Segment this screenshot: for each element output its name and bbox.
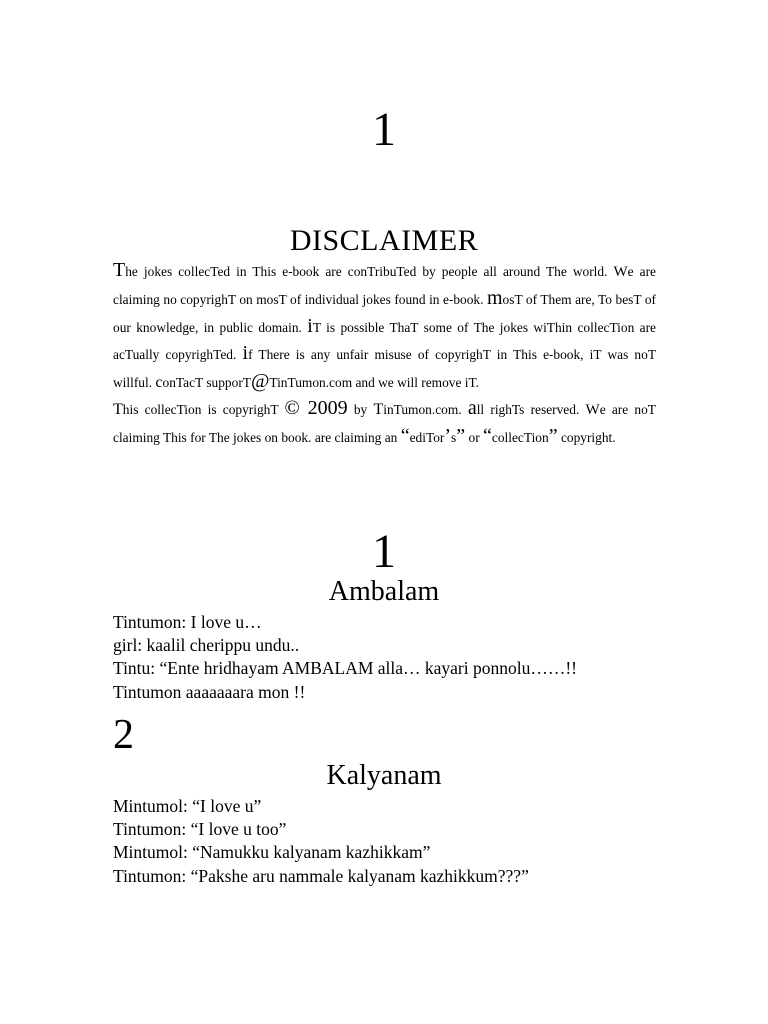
- section-title-ambalam: Ambalam: [328, 576, 440, 607]
- joke-line: Tintu: “Ente hridhayam AMBALAM alla… kayari ponnolu……!!: [113, 658, 578, 679]
- section-number-1: 1: [372, 525, 396, 578]
- joke-line: Tintumon: “I love u too”: [113, 819, 287, 840]
- joke-lines-2: [113, 795, 673, 888]
- disclaimer-paragraph-2: This collecTion is copyrighT © 2009 by TinTumon.com. all righTs reserved. We are noT claiming This for The jokes on book. are claiming an “ediTor’s” or “collecTion” copyright.: [113, 397, 656, 447]
- joke-line: Tintumon: “Pakshe aru nammale kalyanam kazhikkum???”: [113, 865, 529, 886]
- page-number: 1: [372, 103, 396, 156]
- section-number-2: 2: [113, 712, 134, 758]
- disclaimer-paragraph-1: The jokes collecTed in This e-book are conTribuTed by people all around The world. We are claiming no copyrighT on mosT of individual jokes found in e-book. mosT of Them are, To besT of our knowledge, in public domain. iT is possible ThaT some of The jokes wiThin collecTion are acTually copyrighTed. if There is any unfair misuse of copyrighT in This e-book, iT was noT willful. conTacT supporT@TinTumon.com and we will remove iT.: [113, 259, 657, 392]
- joke-line: Tintumon: I love u…: [113, 612, 262, 632]
- joke-line: Mintumol: “Namukku kalyanam kazhikkam”: [113, 842, 431, 863]
- joke-line: Tintumon aaaaaaara mon !!: [113, 681, 306, 702]
- disclaimer-text: [113, 258, 656, 451]
- joke-line: Mintumol: “I love u”: [113, 796, 262, 816]
- disclaimer-heading: DISCLAIMER: [289, 224, 479, 257]
- joke-lines-1: [113, 611, 673, 704]
- joke-line: girl: kaalil cherippu undu..: [113, 635, 300, 656]
- section-title-kalyanam: Kalyanam: [326, 760, 442, 791]
